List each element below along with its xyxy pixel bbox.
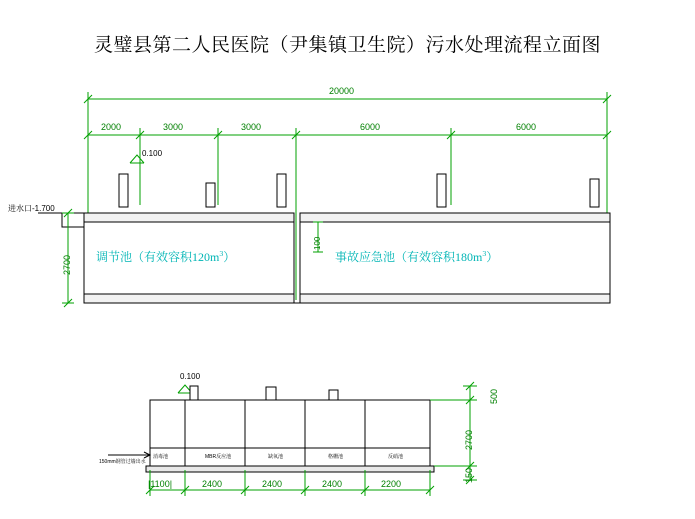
lower-dimension-1: |1100| bbox=[148, 479, 173, 489]
tank2-tail: ） bbox=[486, 250, 499, 264]
lower-dimension-4: 2400 bbox=[322, 479, 343, 489]
chamber-label-5: 反硝池 bbox=[388, 454, 404, 460]
lower-dimension-5: 2200 bbox=[381, 479, 402, 489]
lower-dimension-3: 2400 bbox=[262, 479, 283, 489]
lower-dimension-2: 2400 bbox=[202, 479, 223, 489]
segment-dimension-5: 6000 bbox=[516, 122, 537, 132]
chamber-label-3: 缺氧池 bbox=[268, 454, 284, 460]
page-title: 灵璧县第二人民医院（尹集镇卫生院）污水处理流程立面图 bbox=[93, 35, 601, 56]
upper-depth-dimension: 2700 bbox=[62, 254, 72, 275]
tank-label-adjusting-pool bbox=[96, 248, 235, 265]
tank2-sup: 3 bbox=[482, 249, 487, 258]
chamber-label-2: MBR反应池 bbox=[205, 454, 232, 460]
segment-dimension-2: 3000 bbox=[163, 122, 184, 132]
tank2-text: 事故应急池（有效容积180m bbox=[335, 250, 483, 264]
overall-dimension-20000: 20000 bbox=[329, 86, 355, 96]
inlet-elevation-label: 进水口-1.700 bbox=[8, 204, 55, 213]
lower-right-dimension-500: 500 bbox=[489, 388, 499, 404]
tank1-tail: ） bbox=[223, 250, 236, 264]
upper-wall-dimension: 100 bbox=[313, 236, 322, 250]
upper-elevation-label: 0.100 bbox=[142, 149, 163, 158]
lower-right-dimension-2700: 2700 bbox=[464, 429, 474, 450]
inlet-pipe-label: 150mm钢管过墙出水 bbox=[99, 459, 146, 465]
tank1-text: 调节池（有效容积120m bbox=[96, 250, 220, 264]
segment-dimension-1: 2000 bbox=[101, 122, 122, 132]
tank-label-emergency-pool bbox=[335, 248, 498, 265]
segment-dimension-4: 6000 bbox=[360, 122, 381, 132]
lower-elevation-label: 0.100 bbox=[180, 372, 201, 381]
tank1-sup: 3 bbox=[219, 249, 224, 258]
lower-right-dimension-150: 150 bbox=[464, 467, 474, 483]
segment-dimension-3: 3000 bbox=[241, 122, 262, 132]
chamber-label-4: 格栅池 bbox=[328, 454, 344, 460]
lower-dim-1-value: 1100 bbox=[150, 479, 170, 489]
chamber-label-1: 消毒池 bbox=[153, 454, 169, 460]
